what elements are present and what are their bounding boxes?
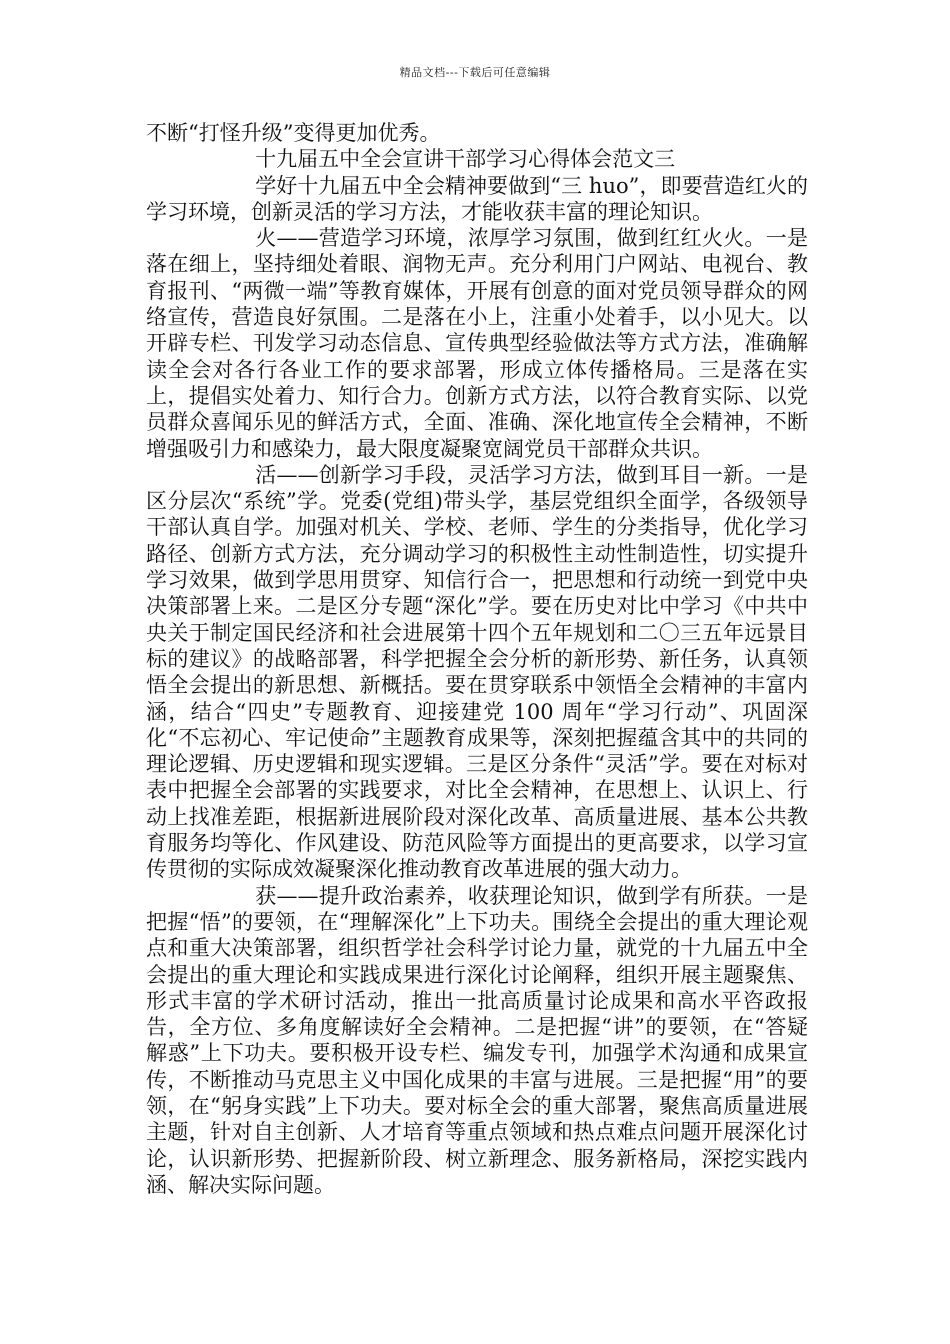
page-header: 精品文档---下载后可任意编辑 bbox=[399, 66, 551, 79]
paragraph-huo-fire: 火——营造学习环境，浓厚学习氛围，做到红红火火。一是落在细上，坚持细处着眼、润物无声。充分利用门户网站、电视台、教育报刊、“两微一端”等教育媒体，开展有创意的面对党员领导群众的网络宣传，营造良好氛围。二是落在小上，注重小处着手，以小见大。以开辟专栏、刊发学习动态信息、宣传典型经验做法等方式方法，准确解读全会对各行各业工作的要求部署，形成立体传播格局。三是落在实上，提倡实处着力、知行合力。创新方式方法，以符合教育实际、以党员群众喜闻乐见的鲜活方式，全面、准确、深化地宣传全会精神，不断增强吸引力和感染力，最大限度凝聚宽阔党员干部群众共识。 bbox=[146, 226, 808, 461]
paragraph-huo-flexible: 活——创新学习手段，灵活学习方法，做到耳目一新。一是区分层次“系统”学。党委(党组)带头学，基层党组织全面学，各级领导干部认真自学。加强对机关、学校、老师、学生的分类指导，优化学习路径、创新方式方法，充分调动学习的积极性主动性制造性，切实提升学习效果，做到学思用贯穿、知信行合一，把思想和行动统一到党中央决策部署上来。二是区分专题“深化”学。要在历史对比中学习《中共中央关于制定国民经济和社会进展第十四个五年规划和二〇三五年远景目标的建议》的战略部署，科学把握全会分析的新形势、新任务，认真领悟全会提出的新思想、新概括。要在贯穿联系中领悟全会精神的丰富内涵，结合“四史”专题教育、迎接建党 100 周年“学习行动”、巩固深化“不忘初心、牢记使命”主题教育成果等，深刻把握蕴含其中的共同的理论逻辑、历史逻辑和现实逻辑。三是区分条件“灵活”学。要在对标对表中把握全会部署的实践要求，对比全会精神，在思想上、认识上、行动上找准差距，根据新进展阶段对深化改革、高质量进展、基本公共教育服务均等化、作风建设、防范风险等方面提出的更高要求，以学习宣传贯彻的实际成效凝聚深化推动教育改革进展的强大动力。 bbox=[146, 462, 808, 882]
document-title: 十九届五中全会宣讲干部学习心得体会范文三 bbox=[255, 147, 676, 172]
document-body bbox=[146, 120, 808, 1198]
paragraph-huo-gain: 获——提升政治素养，收获理论知识，做到学有所获。一是把握“悟”的要领，在“理解深化”上下功夫。围绕全会提出的重大理论观点和重大决策部署，组织哲学社会科学讨论力量，就党的十九届五中全会提出的重大理论和实践成果进行深化讨论阐释，组织开展主题聚焦、形式丰富的学术研讨活动，推出一批高质量讨论成果和高水平咨政报告，全方位、多角度解读好全会精神。二是把握“讲”的要领，在“答疑解惑”上下功夫。要积极开设专栏、编发专刊，加强学术沟通和成果宣传，不断推动马克思主义中国化成果的丰富与进展。三是把握“用”的要领，在“躬身实践”上下功夫。要对标全会的重大部署，聚焦高质量进展主题，针对自主创新、人才培育等重点领域和热点难点问题开展深化讨论，认识新形势、把握新阶段、树立新理念、服务新格局，深挖实践内涵、解决实际问题。 bbox=[146, 883, 808, 1197]
lead-line: 不断“打怪升级”变得更加优秀。 bbox=[146, 121, 441, 145]
paragraph-intro: 学好十九届五中全会精神要做到“三 huo”，即要营造红火的学习环境，创新灵活的学习方法，才能收获丰富的理论知识。 bbox=[146, 173, 808, 224]
